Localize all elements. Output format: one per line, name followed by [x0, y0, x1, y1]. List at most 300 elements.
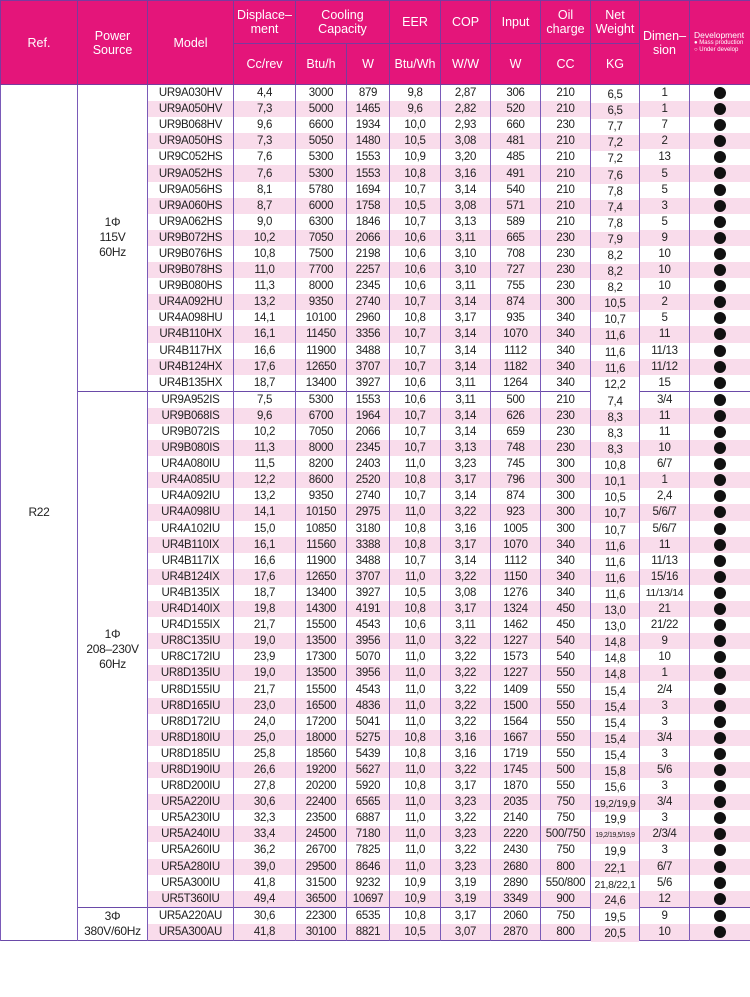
- net-weight-cell: 7,6: [591, 167, 640, 183]
- development-status-cell: [690, 262, 750, 278]
- cop-cell: 3,08: [441, 585, 491, 601]
- oil-charge-cell: 540: [541, 649, 591, 665]
- model-cell: UR4B135IX: [148, 585, 234, 601]
- dimension-cell: 11/13/14: [640, 585, 690, 601]
- displacement-cell: 18,7: [234, 585, 296, 601]
- eer-cell: 10,6: [390, 262, 441, 278]
- cooling-btu-cell: 5780: [296, 182, 347, 198]
- cooling-w-cell: 2345: [347, 440, 390, 456]
- displacement-cell: 16,1: [234, 326, 296, 342]
- mass-production-dot-icon: [714, 345, 726, 357]
- eer-cell: 11,0: [390, 681, 441, 697]
- dimension-cell: 6/7: [640, 859, 690, 875]
- displacement-cell: 49,4: [234, 891, 296, 908]
- cooling-btu-cell: 23500: [296, 810, 347, 826]
- oil-charge-cell: 450: [541, 617, 591, 633]
- input-cell: 1005: [491, 521, 541, 537]
- input-cell: 660: [491, 117, 541, 133]
- mass-production-dot-icon: [714, 458, 726, 470]
- cop-cell: 3,17: [441, 537, 491, 553]
- displacement-cell: 9,6: [234, 117, 296, 133]
- model-cell: UR9A056HS: [148, 182, 234, 198]
- input-cell: 796: [491, 472, 541, 488]
- displacement-cell: 17,6: [234, 359, 296, 375]
- unit-oil: CC: [541, 44, 591, 85]
- eer-cell: 10,6: [390, 246, 441, 262]
- model-cell: UR8D172IU: [148, 714, 234, 730]
- cop-cell: 3,23: [441, 794, 491, 810]
- cooling-w-cell: 8646: [347, 859, 390, 875]
- dimension-cell: 3: [640, 198, 690, 214]
- cooling-w-cell: 2740: [347, 294, 390, 310]
- development-status-cell: [690, 391, 750, 408]
- oil-charge-cell: 340: [541, 553, 591, 569]
- cooling-w-cell: 3707: [347, 569, 390, 585]
- displacement-cell: 27,8: [234, 778, 296, 794]
- cooling-w-cell: 5070: [347, 649, 390, 665]
- cop-cell: 3,23: [441, 456, 491, 472]
- development-status-cell: [690, 826, 750, 842]
- cooling-btu-cell: 8000: [296, 440, 347, 456]
- cooling-w-cell: 1553: [347, 149, 390, 165]
- model-cell: UR8D165IU: [148, 698, 234, 714]
- development-status-cell: [690, 569, 750, 585]
- power-source-cell: [78, 907, 148, 940]
- power-source-cell: [78, 391, 148, 907]
- displacement-cell: 10,2: [234, 424, 296, 440]
- eer-cell: 10,9: [390, 875, 441, 891]
- cooling-btu-cell: 24500: [296, 826, 347, 842]
- mass-production-dot-icon: [714, 474, 726, 486]
- mass-production-dot-icon: [714, 780, 726, 792]
- model-cell: UR9C052HS: [148, 149, 234, 165]
- cop-cell: 3,14: [441, 294, 491, 310]
- displacement-cell: 16,1: [234, 537, 296, 553]
- net-weight-cell: 19,9: [591, 812, 640, 828]
- development-status-cell: [690, 85, 750, 102]
- cooling-btu-cell: 11900: [296, 553, 347, 569]
- input-cell: 485: [491, 149, 541, 165]
- net-weight-cell: 10,5: [591, 490, 640, 506]
- cooling-btu-cell: 15500: [296, 617, 347, 633]
- model-cell: UR8D155IU: [148, 681, 234, 697]
- cooling-btu-cell: 5300: [296, 165, 347, 181]
- input-cell: 1573: [491, 649, 541, 665]
- unit-cop: W/W: [441, 44, 491, 85]
- oil-charge-cell: 340: [541, 343, 591, 359]
- eer-cell: 11,0: [390, 698, 441, 714]
- input-cell: 874: [491, 294, 541, 310]
- dimension-cell: 5/6: [640, 762, 690, 778]
- header-development: [690, 1, 750, 85]
- eer-cell: 10,6: [390, 375, 441, 392]
- dimension-cell: 21: [640, 601, 690, 617]
- model-cell: UR8D180IU: [148, 730, 234, 746]
- net-weight-cell: 8,3: [591, 426, 640, 442]
- header-cooling-capacity: Cooling Capacity: [296, 1, 390, 44]
- table-body: [1, 85, 750, 941]
- cooling-w-cell: 2066: [347, 230, 390, 246]
- displacement-cell: 7,6: [234, 149, 296, 165]
- mass-production-dot-icon: [714, 539, 726, 551]
- dimension-cell: 3: [640, 810, 690, 826]
- model-cell: UR4A085IU: [148, 472, 234, 488]
- power-source-line: 60Hz: [99, 245, 126, 260]
- cop-cell: 3,16: [441, 746, 491, 762]
- cooling-w-cell: 3927: [347, 585, 390, 601]
- cooling-w-cell: 4836: [347, 698, 390, 714]
- net-weight-cell: 8,3: [591, 410, 640, 426]
- displacement-cell: 36,2: [234, 842, 296, 858]
- input-cell: 1564: [491, 714, 541, 730]
- mass-production-dot-icon: [714, 280, 726, 292]
- net-weight-cell: 22,1: [591, 861, 640, 877]
- oil-charge-cell: 340: [541, 537, 591, 553]
- oil-charge-cell: 340: [541, 359, 591, 375]
- cop-cell: 3,11: [441, 375, 491, 392]
- dimension-cell: 9: [640, 907, 690, 924]
- cop-cell: 3,22: [441, 842, 491, 858]
- input-cell: 1227: [491, 665, 541, 681]
- cop-cell: 3,17: [441, 778, 491, 794]
- unit-displacement: Cc/rev: [234, 44, 296, 85]
- cooling-w-cell: 6565: [347, 794, 390, 810]
- oil-charge-cell: 340: [541, 585, 591, 601]
- displacement-cell: 30,6: [234, 907, 296, 924]
- model-cell: UR8C135IU: [148, 633, 234, 649]
- dimension-cell: 10: [640, 262, 690, 278]
- net-weight-cell: 8,2: [591, 264, 640, 280]
- net-weight-cell: 12,2: [591, 377, 640, 394]
- cooling-w-cell: 3927: [347, 375, 390, 392]
- mass-production-dot-icon: [714, 828, 726, 840]
- displacement-cell: 11,3: [234, 440, 296, 456]
- dimension-cell: 2,4: [640, 488, 690, 504]
- cop-cell: 3,14: [441, 182, 491, 198]
- cooling-w-cell: 7825: [347, 842, 390, 858]
- input-cell: 1182: [491, 359, 541, 375]
- power-source-line: 1Φ: [104, 215, 121, 230]
- cooling-w-cell: 4191: [347, 601, 390, 617]
- cop-cell: 3,22: [441, 810, 491, 826]
- dimension-cell: 9: [640, 633, 690, 649]
- net-weight-cell: 10,7: [591, 312, 640, 328]
- oil-charge-cell: 210: [541, 85, 591, 102]
- cooling-w-cell: 3956: [347, 665, 390, 681]
- oil-charge-cell: 500: [541, 762, 591, 778]
- input-cell: 1112: [491, 553, 541, 569]
- eer-cell: 10,6: [390, 230, 441, 246]
- cooling-btu-cell: 13500: [296, 665, 347, 681]
- header-net-weight: Net Weight: [591, 1, 640, 44]
- cooling-w-cell: 1465: [347, 101, 390, 117]
- mass-production-dot-icon: [714, 893, 726, 905]
- cooling-w-cell: 3356: [347, 326, 390, 342]
- input-cell: 1324: [491, 601, 541, 617]
- cop-cell: 3,14: [441, 326, 491, 342]
- net-weight-cell: 7,7: [591, 119, 640, 135]
- eer-cell: 10,8: [390, 537, 441, 553]
- dimension-cell: 1: [640, 472, 690, 488]
- cooling-btu-cell: 11560: [296, 537, 347, 553]
- development-status-cell: [690, 101, 750, 117]
- development-status-cell: [690, 214, 750, 230]
- mass-production-dot-icon: [714, 410, 726, 422]
- model-cell: UR5A230IU: [148, 810, 234, 826]
- displacement-cell: 9,0: [234, 214, 296, 230]
- oil-charge-cell: 750: [541, 794, 591, 810]
- cooling-w-cell: 5041: [347, 714, 390, 730]
- displacement-cell: 9,6: [234, 408, 296, 424]
- mass-production-dot-icon: [714, 571, 726, 583]
- dimension-cell: 5: [640, 310, 690, 326]
- cop-cell: 3,22: [441, 714, 491, 730]
- oil-charge-cell: 550/800: [541, 875, 591, 891]
- oil-charge-cell: 550: [541, 665, 591, 681]
- development-status-cell: [690, 230, 750, 246]
- oil-charge-cell: 300: [541, 521, 591, 537]
- displacement-cell: 7,3: [234, 133, 296, 149]
- displacement-cell: 25,0: [234, 730, 296, 746]
- cooling-w-cell: 3388: [347, 537, 390, 553]
- oil-charge-cell: 750: [541, 907, 591, 924]
- oil-charge-cell: 550: [541, 746, 591, 762]
- cooling-btu-cell: 5000: [296, 101, 347, 117]
- mass-production-dot-icon: [714, 394, 726, 406]
- mass-production-dot-icon: [714, 587, 726, 599]
- model-cell: UR5A260IU: [148, 842, 234, 858]
- eer-cell: 11,0: [390, 569, 441, 585]
- input-cell: 500: [491, 391, 541, 408]
- cooling-w-cell: 3180: [347, 521, 390, 537]
- development-status-cell: [690, 133, 750, 149]
- development-status-cell: [690, 182, 750, 198]
- dimension-cell: 3: [640, 842, 690, 858]
- dimension-cell: 11/13: [640, 553, 690, 569]
- mass-production-dot-icon: [714, 119, 726, 131]
- development-status-cell: [690, 149, 750, 165]
- header-model: Model: [148, 1, 234, 85]
- cooling-w-cell: 3488: [347, 553, 390, 569]
- development-status-cell: [690, 633, 750, 649]
- input-cell: 2430: [491, 842, 541, 858]
- unit-eer: Btu/Wh: [390, 44, 441, 85]
- net-weight-cell: 15,6: [591, 780, 640, 796]
- cooling-btu-cell: 5050: [296, 133, 347, 149]
- cooling-btu-cell: 12650: [296, 569, 347, 585]
- development-status-cell: [690, 278, 750, 294]
- dimension-cell: 1: [640, 101, 690, 117]
- eer-cell: 10,8: [390, 521, 441, 537]
- cooling-btu-cell: 11900: [296, 343, 347, 359]
- eer-cell: 11,0: [390, 762, 441, 778]
- model-cell: UR5A300IU: [148, 875, 234, 891]
- model-cell: UR8D135IU: [148, 665, 234, 681]
- displacement-cell: 24,0: [234, 714, 296, 730]
- dimension-cell: 21/22: [640, 617, 690, 633]
- net-weight-cell: 19,5: [591, 909, 640, 926]
- net-weight-cell: 15,4: [591, 732, 640, 748]
- header-input: Input: [491, 1, 541, 44]
- input-cell: 3349: [491, 891, 541, 908]
- eer-cell: 11,0: [390, 714, 441, 730]
- cop-cell: 3,11: [441, 278, 491, 294]
- net-weight-cell: 7,4: [591, 393, 640, 410]
- net-weight-cell: 10,7: [591, 523, 640, 539]
- dimension-cell: 3: [640, 714, 690, 730]
- development-title: Development: [694, 30, 745, 40]
- model-cell: UR9B076HS: [148, 246, 234, 262]
- cop-cell: 3,17: [441, 472, 491, 488]
- development-status-cell: [690, 875, 750, 891]
- development-status-cell: [690, 359, 750, 375]
- cooling-w-cell: 1758: [347, 198, 390, 214]
- development-status-cell: [690, 343, 750, 359]
- header-ref: Ref.: [1, 1, 78, 85]
- cooling-w-cell: 2740: [347, 488, 390, 504]
- cooling-w-cell: 3707: [347, 359, 390, 375]
- dimension-cell: 11: [640, 408, 690, 424]
- cooling-w-cell: 2066: [347, 424, 390, 440]
- mass-production-dot-icon: [714, 877, 726, 889]
- net-weight-cell: 10,5: [591, 296, 640, 312]
- mass-production-dot-icon: [714, 426, 726, 438]
- displacement-cell: 11,0: [234, 262, 296, 278]
- mass-production-dot-icon: [714, 635, 726, 647]
- table-row: [1, 391, 750, 408]
- eer-cell: 10,7: [390, 182, 441, 198]
- net-weight-cell: 11,6: [591, 587, 640, 603]
- displacement-cell: 26,6: [234, 762, 296, 778]
- net-weight-cell: 13,0: [591, 619, 640, 635]
- cooling-btu-cell: 31500: [296, 875, 347, 891]
- cop-cell: 3,22: [441, 681, 491, 697]
- net-weight-cell: 11,6: [591, 571, 640, 587]
- net-weight-cell: 19,2/19,5/19,9: [591, 828, 640, 844]
- cop-cell: 2,87: [441, 85, 491, 102]
- eer-cell: 10,7: [390, 214, 441, 230]
- dimension-cell: 7: [640, 117, 690, 133]
- model-cell: UR4A092IU: [148, 488, 234, 504]
- oil-charge-cell: 340: [541, 310, 591, 326]
- oil-charge-cell: 300: [541, 472, 591, 488]
- oil-charge-cell: 210: [541, 149, 591, 165]
- cooling-btu-cell: 11450: [296, 326, 347, 342]
- oil-charge-cell: 340: [541, 326, 591, 342]
- power-source-line: 60Hz: [99, 656, 126, 671]
- eer-cell: 9,8: [390, 85, 441, 102]
- displacement-cell: 21,7: [234, 617, 296, 633]
- input-cell: 481: [491, 133, 541, 149]
- dimension-cell: 5/6: [640, 875, 690, 891]
- cop-cell: 3,10: [441, 246, 491, 262]
- input-cell: 1409: [491, 681, 541, 697]
- oil-charge-cell: 450: [541, 601, 591, 617]
- legend-mass-production: ● Mass production: [694, 40, 744, 46]
- displacement-cell: 23,9: [234, 649, 296, 665]
- input-cell: 935: [491, 310, 541, 326]
- dimension-cell: 12: [640, 891, 690, 908]
- cooling-w-cell: 5439: [347, 746, 390, 762]
- model-cell: UR5A240IU: [148, 826, 234, 842]
- development-status-cell: [690, 246, 750, 262]
- model-cell: UR8D190IU: [148, 762, 234, 778]
- eer-cell: 11,0: [390, 810, 441, 826]
- net-weight-cell: 24,6: [591, 893, 640, 910]
- mass-production-dot-icon: [714, 619, 726, 631]
- input-cell: 1719: [491, 746, 541, 762]
- dimension-cell: 3: [640, 778, 690, 794]
- input-cell: 1227: [491, 633, 541, 649]
- net-weight-cell: 11,6: [591, 555, 640, 571]
- displacement-cell: 21,7: [234, 681, 296, 697]
- cooling-btu-cell: 22300: [296, 907, 347, 924]
- cop-cell: 3,17: [441, 907, 491, 924]
- cooling-btu-cell: 26700: [296, 842, 347, 858]
- net-weight-cell: 10,1: [591, 474, 640, 490]
- model-cell: UR5A220IU: [148, 794, 234, 810]
- cooling-btu-cell: 14300: [296, 601, 347, 617]
- net-weight-cell: 14,8: [591, 667, 640, 683]
- mass-production-dot-icon: [714, 232, 726, 244]
- mass-production-dot-icon: [714, 312, 726, 324]
- displacement-cell: 11,3: [234, 278, 296, 294]
- oil-charge-cell: 230: [541, 230, 591, 246]
- dimension-cell: 2: [640, 133, 690, 149]
- cop-cell: 3,22: [441, 649, 491, 665]
- displacement-cell: 16,6: [234, 553, 296, 569]
- net-weight-cell: 7,4: [591, 200, 640, 216]
- cooling-btu-cell: 10100: [296, 310, 347, 326]
- unit-cooling-btu: Btu/h: [296, 44, 347, 85]
- eer-cell: 10,6: [390, 278, 441, 294]
- model-cell: UR9B068IS: [148, 408, 234, 424]
- eer-cell: 10,6: [390, 391, 441, 408]
- development-status-cell: [690, 165, 750, 181]
- input-cell: 1070: [491, 326, 541, 342]
- cooling-w-cell: 5920: [347, 778, 390, 794]
- displacement-cell: 7,5: [234, 391, 296, 408]
- cop-cell: 3,13: [441, 440, 491, 456]
- header-displacement: Displace–ment: [234, 1, 296, 44]
- mass-production-dot-icon: [714, 377, 726, 389]
- eer-cell: 10,5: [390, 198, 441, 214]
- displacement-cell: 19,8: [234, 601, 296, 617]
- unit-input: W: [491, 44, 541, 85]
- cooling-w-cell: 1553: [347, 391, 390, 408]
- eer-cell: 10,7: [390, 440, 441, 456]
- net-weight-cell: 21,8/22,1: [591, 877, 640, 893]
- dimension-cell: 3/4: [640, 730, 690, 746]
- eer-cell: 11,0: [390, 859, 441, 875]
- input-cell: 923: [491, 504, 541, 520]
- mass-production-dot-icon: [714, 167, 726, 179]
- cooling-btu-cell: 18560: [296, 746, 347, 762]
- net-weight-cell: 11,6: [591, 539, 640, 555]
- oil-charge-cell: 550: [541, 730, 591, 746]
- net-weight-cell: 19,9: [591, 844, 640, 860]
- model-cell: UR9B080IS: [148, 440, 234, 456]
- dimension-cell: 15/16: [640, 569, 690, 585]
- displacement-cell: 15,0: [234, 521, 296, 537]
- model-cell: UR9B072IS: [148, 424, 234, 440]
- cooling-w-cell: 4543: [347, 681, 390, 697]
- model-cell: UR4B117IX: [148, 553, 234, 569]
- oil-charge-cell: 300: [541, 456, 591, 472]
- dimension-cell: 13: [640, 149, 690, 165]
- model-cell: UR4A102IU: [148, 521, 234, 537]
- mass-production-dot-icon: [714, 667, 726, 679]
